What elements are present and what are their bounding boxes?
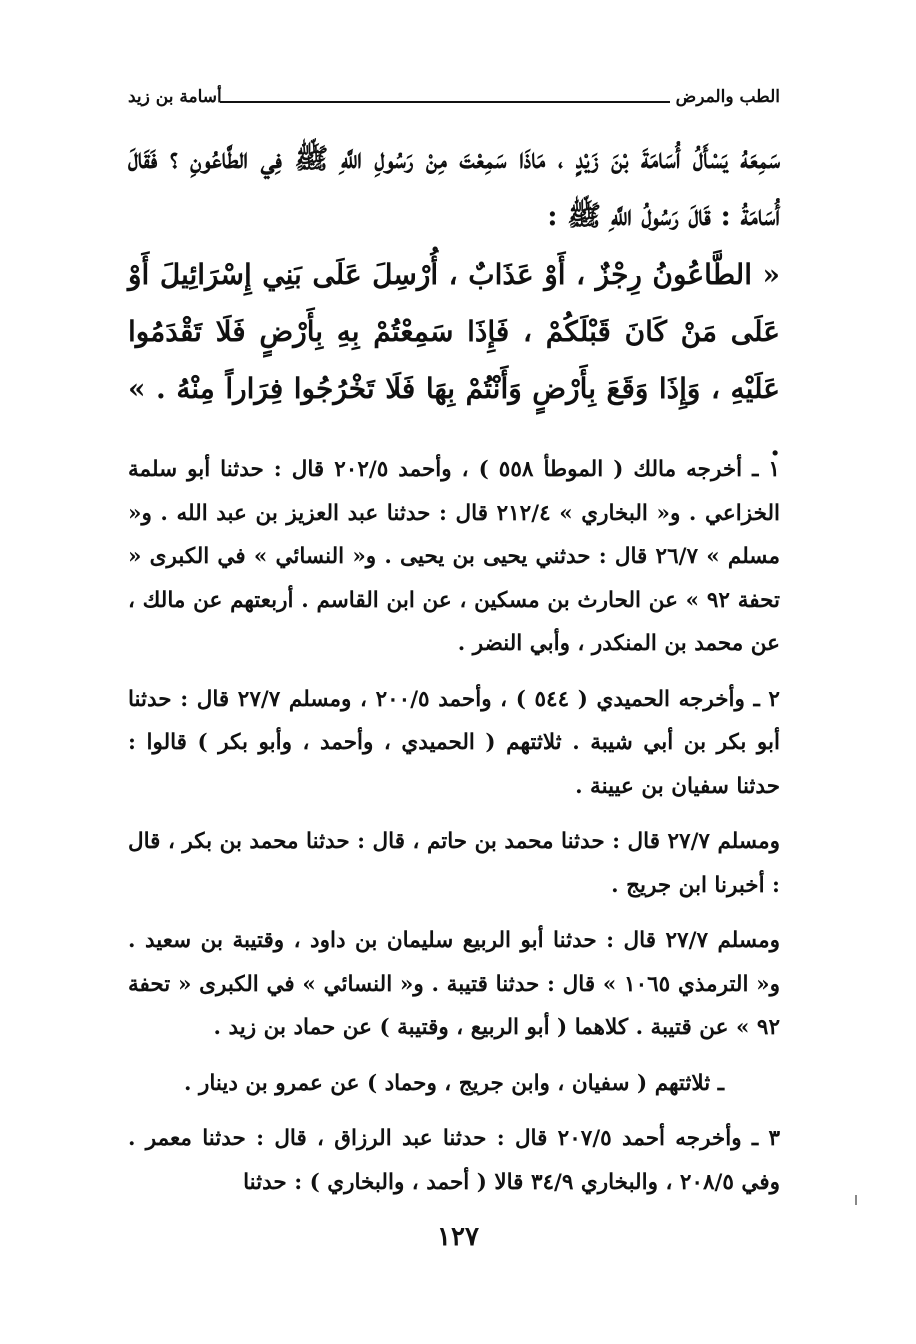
running-header: [128, 86, 780, 110]
book-title: الطب والمرض: [675, 87, 780, 107]
footnote-6: ٣ ـ وأخرجه أحمد ٢٠٧/٥ قال : حدثنا عبد الرزاق ، قال : حدثنا معمر . وفي ٢٠٨/٥ ، والبخاري ٣٤/٩ قالا ( أحمد ، والبخاري ) : حدثنا: [128, 1126, 781, 1195]
hadith-text: « الطَّاعُونُ رِجْزٌ ، أَوْ عَذَابٌ ، أُرْسِلَ عَلَى بَنِي إِسْرَائِيلَ أَوْ عَلَى مَنْ كَانَ قَبْلَكُمْ ، فَإِذَا سَمِعْتُمْ بِهِ بِأَرْضٍ فَلَا تَقْدَمُوا عَلَيْهِ ، وَإِذَا وَقَعَ بِأَرْضٍ وَأَنْتُمْ بِهَا فَلَا تَخْرُجُوا فِرَاراً مِنْهُ . » .: [128, 258, 780, 462]
main-paragraph: سَمِعَهُ يَسْأَلُ أُسَامَةَ بْنَ زَيْدٍ ، مَاذَا سَمِعْتَ مِنْ رَسُولِ اللَّهِ ﷺ فِي الطَّاعُونِ ؟ فَقَالَ أُسَامَةُ : قَالَ رَسُولُ اللَّهِ ﷺ :: [128, 142, 780, 232]
footnotes: [128, 448, 780, 1216]
footnote-5: ـ ثلاثتهم ( سفيان ، وابن جريج ، وحماد ) عن عمرو بن دينار .: [184, 1070, 724, 1096]
footnote-3: ومسلم ٢٧/٧ قال : حدثنا محمد بن حاتم ، قال : حدثنا محمد بن بكر ، قال : أخبرنا ابن جريج .: [128, 829, 780, 898]
narrator-name: أسامة بن زيد: [128, 87, 222, 107]
page-number: ١٢٧: [437, 1222, 479, 1252]
header-rule: [220, 101, 670, 103]
footnote-4: ومسلم ٢٧/٧ قال : حدثنا أبو الربيع سليمان بن داود ، وقتيبة بن سعيد . و« الترمذي ١٠٦٥ » قال : حدثنا قتيبة . و« النسائي » في الكبرى « تحفة ٩٢ » عن قتيبة . كلاهما ( أبو الربيع ، وقتيبة ) عن حماد بن زيد .: [128, 928, 780, 1040]
footnote-1: ١ ـ أخرجه مالك ( الموطأ ٥٥٨ ) ، وأحمد ٢٠٢/٥ قال : حدثنا أبو سلمة الخزاعي . و« البخاري » ٢١٢/٤ قال : حدثنا عبد العزيز بن عبد الله . و« مسلم » ٢٦/٧ قال : حدثني يحيى بن يحيى . و« النسائي » في الكبرى « تحفة ٩٢ » عن الحارث بن مسكين ، عن ابن القاسم . أربعتهم عن مالك ، عن محمد بن المنكدر ، وأبي النضر .: [128, 457, 781, 656]
main-text: [128, 130, 780, 474]
margin-mark: [855, 1195, 857, 1205]
footnote-2: ٢ ـ وأخرجه الحميدي ( ٥٤٤ ) ، وأحمد ٢٠٠/٥ ، ومسلم ٢٧/٧ قال : حدثنا أبو بكر بن أبي شيبة . ثلاثتهم ( الحميدي ، وأحمد ، وأبو بكر ) قالوا : حدثنا سفيان بن عيينة .: [128, 686, 780, 799]
